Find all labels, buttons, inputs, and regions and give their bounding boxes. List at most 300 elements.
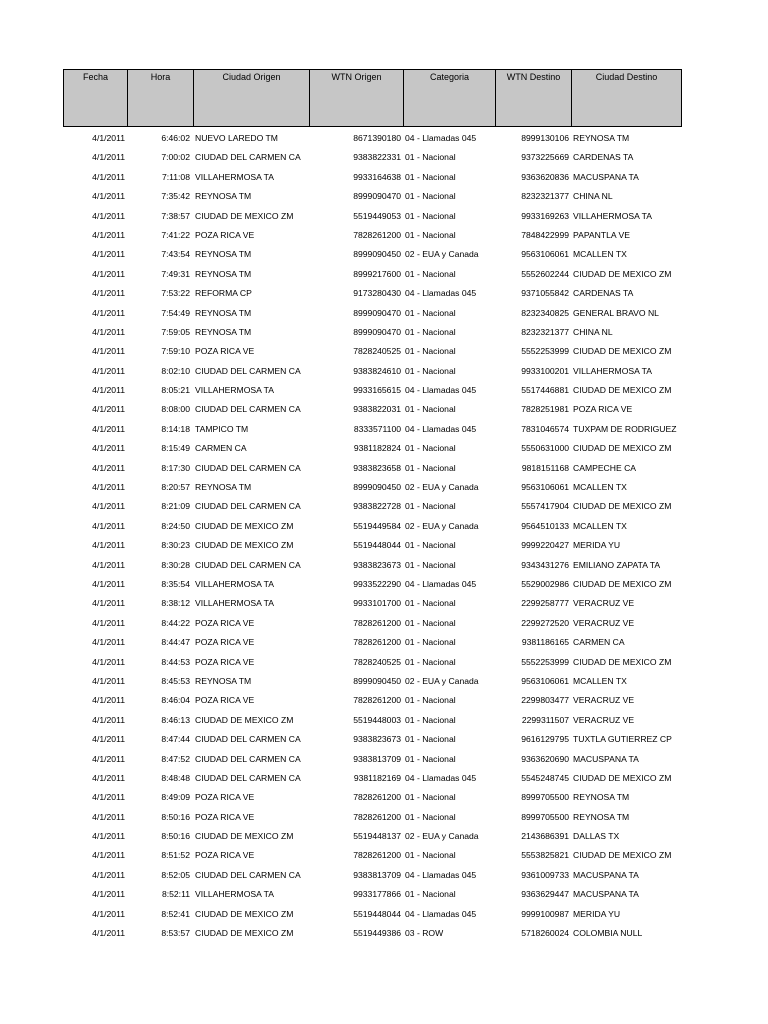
cell-ciudad-origen: VILLAHERMOSA TA	[195, 889, 274, 900]
cell-ciudad-origen: REYNOSA TM	[195, 268, 252, 279]
header-ciudad-destino: Ciudad Destino	[595, 72, 658, 82]
cell-hora: 7:38:57	[161, 210, 190, 221]
cell-wtn-origen: 8999090470	[353, 307, 401, 318]
cell-wtn-destino: 5545248745	[521, 772, 569, 783]
cell-wtn-destino: 8232321377	[521, 191, 569, 202]
cell-ciudad-destino: REYNOSA TM	[573, 792, 630, 803]
table-row	[0, 284, 768, 303]
cell-wtn-destino: 9999220427	[521, 540, 569, 551]
table-row	[0, 808, 768, 827]
cell-wtn-destino: 9373225669	[521, 152, 569, 163]
cell-ciudad-origen: CIUDAD DEL CARMEN CA	[195, 152, 301, 163]
cell-wtn-destino: 5552253999	[521, 656, 569, 667]
cell-fecha: 4/1/2011	[92, 928, 125, 939]
table-row	[0, 924, 768, 943]
cell-wtn-origen: 7828240525	[353, 346, 401, 357]
cell-ciudad-destino: REYNOSA TM	[573, 811, 630, 822]
cell-ciudad-destino: POZA RICA VE	[573, 404, 633, 415]
cell-ciudad-origen: POZA RICA VE	[195, 695, 255, 706]
cell-wtn-destino: 9363620690	[521, 753, 569, 764]
cell-fecha: 4/1/2011	[92, 578, 125, 589]
cell-wtn-destino: 5529002986	[521, 578, 569, 589]
cell-ciudad-origen: REYNOSA TM	[195, 482, 252, 493]
table-row	[0, 226, 768, 245]
cell-fecha: 4/1/2011	[92, 831, 125, 842]
cell-categoria: 01 - Nacional	[405, 889, 456, 900]
cell-wtn-origen: 9383822728	[353, 501, 401, 512]
table-row	[0, 304, 768, 323]
cell-hora: 8:21:09	[161, 501, 190, 512]
cell-ciudad-origen: POZA RICA VE	[195, 229, 255, 240]
cell-categoria: 01 - Nacional	[405, 540, 456, 551]
cell-categoria: 01 - Nacional	[405, 598, 456, 609]
cell-fecha: 4/1/2011	[92, 152, 125, 163]
table-row	[0, 905, 768, 924]
cell-fecha: 4/1/2011	[92, 229, 125, 240]
table-row	[0, 400, 768, 419]
cell-fecha: 4/1/2011	[92, 772, 125, 783]
cell-wtn-destino: 7848422999	[521, 229, 569, 240]
cell-hora: 8:05:21	[161, 385, 190, 396]
cell-ciudad-destino: CIUDAD DE MEXICO ZM	[573, 578, 672, 589]
cell-ciudad-destino: MERIDA YU	[573, 908, 621, 919]
cell-categoria: 01 - Nacional	[405, 637, 456, 648]
cell-ciudad-origen: VILLAHERMOSA TA	[195, 598, 274, 609]
cell-categoria: 01 - Nacional	[405, 734, 456, 745]
cell-wtn-destino: 8999705500	[521, 811, 569, 822]
cell-fecha: 4/1/2011	[92, 423, 125, 434]
cell-categoria: 01 - Nacional	[405, 152, 456, 163]
cell-wtn-destino: 5718260024	[521, 928, 569, 939]
cell-ciudad-destino: VILLAHERMOSA TA	[573, 210, 652, 221]
cell-wtn-destino: 7831046574	[521, 423, 569, 434]
table-row	[0, 846, 768, 865]
cell-categoria: 01 - Nacional	[405, 191, 456, 202]
cell-ciudad-origen: REYNOSA TM	[195, 249, 252, 260]
table-row	[0, 536, 768, 555]
cell-wtn-origen: 5519448003	[353, 714, 401, 725]
cell-ciudad-origen: VILLAHERMOSA TA	[195, 171, 274, 182]
cell-wtn-origen: 5519449053	[353, 210, 401, 221]
cell-wtn-origen: 9933101700	[353, 598, 401, 609]
cell-fecha: 4/1/2011	[92, 288, 125, 299]
cell-ciudad-origen: POZA RICA VE	[195, 637, 255, 648]
cell-wtn-destino: 8999130106	[521, 133, 569, 143]
cell-ciudad-destino: MACUSPANA TA	[573, 171, 639, 182]
cell-ciudad-destino: CARMEN CA	[573, 637, 625, 648]
cell-categoria: 04 - Llamadas 045	[405, 288, 477, 299]
cell-ciudad-origen: REYNOSA TM	[195, 326, 252, 337]
cell-ciudad-destino: CIUDAD DE MEXICO ZM	[573, 501, 672, 512]
table-row	[0, 575, 768, 594]
cell-ciudad-origen: REYNOSA TM	[195, 675, 252, 686]
cell-categoria: 03 - ROW	[405, 928, 444, 939]
cell-ciudad-origen: CIUDAD DEL CARMEN CA	[195, 753, 301, 764]
header-categoria: Categoria	[404, 70, 496, 126]
cell-fecha: 4/1/2011	[92, 210, 125, 221]
table-row	[0, 711, 768, 730]
cell-categoria: 04 - Llamadas 045	[405, 423, 477, 434]
table-row	[0, 594, 768, 613]
table-row	[0, 614, 768, 633]
cell-categoria: 01 - Nacional	[405, 346, 456, 357]
cell-hora: 8:24:50	[161, 520, 190, 531]
cell-fecha: 4/1/2011	[92, 501, 125, 512]
cell-ciudad-destino: MACUSPANA TA	[573, 753, 639, 764]
table-row	[0, 207, 768, 226]
cell-categoria: 01 - Nacional	[405, 443, 456, 454]
cell-ciudad-origen: REYNOSA TM	[195, 307, 252, 318]
cell-wtn-origen: 9381182169	[353, 772, 401, 783]
cell-hora: 8:51:52	[161, 850, 190, 861]
cell-ciudad-destino: CIUDAD DE MEXICO ZM	[573, 656, 672, 667]
cell-fecha: 4/1/2011	[92, 346, 125, 357]
cell-fecha: 4/1/2011	[92, 365, 125, 376]
cell-wtn-destino: 2143686391	[521, 831, 569, 842]
cell-wtn-destino: 7828251981	[521, 404, 569, 415]
cell-fecha: 4/1/2011	[92, 695, 125, 706]
cell-wtn-destino: 9933100201	[521, 365, 569, 376]
table-row	[0, 129, 768, 148]
cell-ciudad-origen: CIUDAD DE MEXICO ZM	[195, 714, 294, 725]
cell-categoria: 02 - EUA y Canada	[405, 675, 479, 686]
cell-hora: 7:35:42	[161, 191, 190, 202]
cell-wtn-destino: 9563106061	[521, 249, 569, 260]
cell-hora: 8:38:12	[161, 598, 190, 609]
cell-ciudad-destino: CHINA NL	[573, 326, 613, 337]
cell-hora: 8:52:11	[161, 889, 190, 900]
cell-ciudad-destino: VILLAHERMOSA TA	[573, 365, 652, 376]
cell-hora: 8:48:48	[161, 772, 190, 783]
table-row	[0, 556, 768, 575]
cell-categoria: 01 - Nacional	[405, 365, 456, 376]
cell-ciudad-origen: CARMEN CA	[195, 443, 247, 454]
cell-wtn-destino: 9999100987	[521, 908, 569, 919]
cell-categoria: 04 - Llamadas 045	[405, 772, 477, 783]
table-row	[0, 750, 768, 769]
cell-hora: 7:54:49	[161, 307, 190, 318]
cell-ciudad-origen: CIUDAD DE MEXICO ZM	[195, 520, 294, 531]
cell-wtn-destino: 9563106061	[521, 482, 569, 493]
cell-categoria: 01 - Nacional	[405, 404, 456, 415]
cell-wtn-destino: 2299258777	[521, 598, 569, 609]
cell-ciudad-origen: REFORMA CP	[195, 288, 252, 299]
cell-wtn-destino: 2299272520	[521, 617, 569, 628]
cell-hora: 8:02:10	[161, 365, 190, 376]
cell-categoria: 01 - Nacional	[405, 268, 456, 279]
cell-categoria: 01 - Nacional	[405, 811, 456, 822]
cell-fecha: 4/1/2011	[92, 249, 125, 260]
table-row	[0, 633, 768, 652]
cell-hora: 8:08:00	[161, 404, 190, 415]
cell-wtn-origen: 7828261200	[353, 229, 401, 240]
cell-wtn-destino: 5517446881	[521, 385, 569, 396]
cell-wtn-destino: 5552253999	[521, 346, 569, 357]
cell-wtn-origen: 9933165615	[353, 385, 401, 396]
cell-wtn-origen: 5519448044	[353, 540, 401, 551]
cell-categoria: 01 - Nacional	[405, 171, 456, 182]
cell-ciudad-destino: CAMPECHE CA	[573, 462, 637, 473]
cell-wtn-origen: 5519448137	[353, 831, 401, 842]
cell-hora: 7:41:22	[161, 229, 190, 240]
cell-wtn-destino: 9933169263	[521, 210, 569, 221]
cell-wtn-origen: 9381182824	[353, 443, 401, 454]
cell-ciudad-destino: CIUDAD DE MEXICO ZM	[573, 443, 672, 454]
table-row	[0, 653, 768, 672]
cell-hora: 7:59:10	[161, 346, 190, 357]
cell-hora: 8:45:53	[161, 675, 190, 686]
cell-ciudad-origen: CIUDAD DEL CARMEN CA	[195, 365, 301, 376]
cell-wtn-destino: 2299311507	[521, 714, 569, 725]
cell-ciudad-destino: GENERAL BRAVO NL	[573, 307, 659, 318]
cell-wtn-origen: 9173280430	[353, 288, 401, 299]
cell-wtn-destino: 8232321377	[521, 326, 569, 337]
cell-wtn-origen: 9383823673	[353, 559, 401, 570]
cell-ciudad-destino: CIUDAD DE MEXICO ZM	[573, 385, 672, 396]
cell-hora: 8:50:16	[161, 811, 190, 822]
cell-ciudad-destino: PAPANTLA VE	[573, 229, 630, 240]
cell-ciudad-origen: POZA RICA VE	[195, 792, 255, 803]
cell-categoria: 01 - Nacional	[405, 462, 456, 473]
cell-wtn-destino: 9564510133	[521, 520, 569, 531]
cell-fecha: 4/1/2011	[92, 191, 125, 202]
table-row	[0, 265, 768, 284]
cell-fecha: 4/1/2011	[92, 714, 125, 725]
cell-ciudad-destino: CARDENAS TA	[573, 152, 634, 163]
cell-wtn-origen: 7828261200	[353, 792, 401, 803]
cell-fecha: 4/1/2011	[92, 598, 125, 609]
cell-ciudad-destino: CARDENAS TA	[573, 288, 634, 299]
cell-hora: 6:46:02	[161, 133, 190, 143]
header-ciudad-origen: Ciudad Origen	[194, 70, 310, 126]
cell-fecha: 4/1/2011	[92, 850, 125, 861]
table-row	[0, 497, 768, 516]
cell-categoria: 04 - Llamadas 045	[405, 908, 477, 919]
table-row	[0, 672, 768, 691]
cell-ciudad-origen: CIUDAD DEL CARMEN CA	[195, 404, 301, 415]
cell-fecha: 4/1/2011	[92, 171, 125, 182]
table-row	[0, 362, 768, 381]
table-row	[0, 478, 768, 497]
cell-fecha: 4/1/2011	[92, 520, 125, 531]
cell-ciudad-origen: POZA RICA VE	[195, 617, 255, 628]
table-row	[0, 187, 768, 206]
table-row	[0, 827, 768, 846]
cell-wtn-destino: 5550631000	[521, 443, 569, 454]
cell-hora: 8:35:54	[161, 578, 190, 589]
cell-ciudad-origen: CIUDAD DEL CARMEN CA	[195, 501, 301, 512]
cell-fecha: 4/1/2011	[92, 908, 125, 919]
cell-wtn-origen: 8999090450	[353, 675, 401, 686]
cell-categoria: 04 - Llamadas 045	[405, 385, 477, 396]
cell-wtn-origen: 8999090450	[353, 482, 401, 493]
cell-wtn-origen: 9383823658	[353, 462, 401, 473]
table-row	[0, 342, 768, 361]
cell-categoria: 01 - Nacional	[405, 559, 456, 570]
cell-hora: 8:30:28	[161, 559, 190, 570]
table-row	[0, 691, 768, 710]
cell-wtn-destino: 9616129795	[521, 734, 569, 745]
cell-categoria: 01 - Nacional	[405, 501, 456, 512]
cell-hora: 8:20:57	[161, 482, 190, 493]
table-row	[0, 323, 768, 342]
cell-ciudad-origen: TAMPICO TM	[195, 423, 249, 434]
cell-fecha: 4/1/2011	[92, 307, 125, 318]
cell-ciudad-destino: MERIDA YU	[573, 540, 621, 551]
cell-fecha: 4/1/2011	[92, 559, 125, 570]
cell-ciudad-origen: POZA RICA VE	[195, 346, 255, 357]
cell-hora: 7:11:08	[161, 171, 190, 182]
cell-fecha: 4/1/2011	[92, 637, 125, 648]
cell-fecha: 4/1/2011	[92, 540, 125, 551]
cell-ciudad-origen: CIUDAD DEL CARMEN CA	[195, 559, 301, 570]
cell-wtn-destino: 9361009733	[521, 869, 569, 880]
cell-categoria: 01 - Nacional	[405, 850, 456, 861]
cell-hora: 8:47:52	[161, 753, 190, 764]
cell-hora: 8:44:47	[161, 637, 190, 648]
cell-ciudad-destino: CIUDAD DE MEXICO ZM	[573, 346, 672, 357]
cell-hora: 8:52:41	[161, 908, 190, 919]
cell-wtn-destino: 9381186165	[521, 637, 569, 648]
cell-categoria: 01 - Nacional	[405, 307, 456, 318]
cell-hora: 7:59:05	[161, 326, 190, 337]
cell-ciudad-origen: NUEVO LAREDO TM	[195, 133, 278, 143]
cell-categoria: 01 - Nacional	[405, 326, 456, 337]
cell-categoria: 01 - Nacional	[405, 229, 456, 240]
cell-ciudad-origen: VILLAHERMOSA TA	[195, 385, 274, 396]
cell-wtn-origen: 7828261200	[353, 637, 401, 648]
cell-fecha: 4/1/2011	[92, 889, 125, 900]
cell-fecha: 4/1/2011	[92, 462, 125, 473]
cell-fecha: 4/1/2011	[92, 443, 125, 454]
cell-ciudad-origen: CIUDAD DEL CARMEN CA	[195, 734, 301, 745]
cell-wtn-destino: 9363629447	[521, 889, 569, 900]
cell-ciudad-destino: CIUDAD DE MEXICO ZM	[573, 268, 672, 279]
cell-fecha: 4/1/2011	[92, 617, 125, 628]
cell-ciudad-destino: CIUDAD DE MEXICO ZM	[573, 850, 672, 861]
cell-ciudad-origen: CIUDAD DE MEXICO ZM	[195, 831, 294, 842]
table-header	[63, 69, 682, 127]
table-row	[0, 420, 768, 439]
cell-fecha: 4/1/2011	[92, 753, 125, 764]
cell-wtn-origen: 8999090470	[353, 326, 401, 337]
cell-wtn-destino: 9363620836	[521, 171, 569, 182]
cell-hora: 8:53:57	[161, 928, 190, 939]
cell-wtn-origen: 7828261200	[353, 811, 401, 822]
cell-fecha: 4/1/2011	[92, 482, 125, 493]
cell-wtn-destino: 9563106061	[521, 675, 569, 686]
cell-categoria: 02 - EUA y Canada	[405, 249, 479, 260]
cell-hora: 8:50:16	[161, 831, 190, 842]
cell-wtn-origen: 8999090470	[353, 191, 401, 202]
cell-wtn-origen: 8333571100	[353, 423, 401, 434]
cell-categoria: 04 - Llamadas 045	[405, 869, 477, 880]
cell-wtn-destino: 9371055842	[521, 288, 569, 299]
cell-ciudad-origen: POZA RICA VE	[195, 656, 255, 667]
cell-hora: 8:30:23	[161, 540, 190, 551]
cell-wtn-origen: 8671390180	[353, 133, 401, 143]
cell-hora: 8:49:09	[161, 792, 190, 803]
table-row	[0, 439, 768, 458]
cell-fecha: 4/1/2011	[92, 869, 125, 880]
table-row	[0, 148, 768, 167]
cell-wtn-destino: 2299803477	[521, 695, 569, 706]
cell-ciudad-destino: MCALLEN TX	[573, 482, 627, 493]
header-hora: Hora	[128, 70, 194, 126]
cell-ciudad-destino: EMILIANO ZAPATA TA	[573, 559, 661, 570]
cell-hora: 8:52:05	[161, 869, 190, 880]
table-body	[0, 129, 768, 943]
cell-fecha: 4/1/2011	[92, 326, 125, 337]
cell-wtn-origen: 9383823673	[353, 734, 401, 745]
cell-fecha: 4/1/2011	[92, 656, 125, 667]
cell-ciudad-origen: REYNOSA TM	[195, 191, 252, 202]
cell-hora: 8:15:49	[161, 443, 190, 454]
cell-categoria: 02 - EUA y Canada	[405, 831, 479, 842]
cell-wtn-origen: 7828261200	[353, 617, 401, 628]
cell-hora: 7:53:22	[161, 288, 190, 299]
cell-ciudad-destino: VERACRUZ VE	[573, 598, 635, 609]
cell-ciudad-origen: CIUDAD DEL CARMEN CA	[195, 462, 301, 473]
cell-wtn-origen: 8999090450	[353, 249, 401, 260]
table-row	[0, 788, 768, 807]
cell-ciudad-destino: TUXPAM DE RODRIGUEZ	[573, 423, 677, 434]
cell-categoria: 01 - Nacional	[405, 210, 456, 221]
table-row	[0, 730, 768, 749]
table-row	[0, 517, 768, 536]
cell-wtn-origen: 7828261200	[353, 850, 401, 861]
cell-wtn-origen: 5519448044	[353, 908, 401, 919]
cell-wtn-origen: 7828261200	[353, 695, 401, 706]
cell-hora: 8:17:30	[161, 462, 190, 473]
cell-wtn-origen: 9383813709	[353, 869, 401, 880]
cell-ciudad-origen: CIUDAD DE MEXICO ZM	[195, 908, 294, 919]
cell-categoria: 01 - Nacional	[405, 714, 456, 725]
cell-fecha: 4/1/2011	[92, 133, 125, 143]
cell-categoria: 04 - Llamadas 045	[405, 133, 477, 143]
cell-wtn-destino: 9343431276	[521, 559, 569, 570]
cell-ciudad-destino: MCALLEN TX	[573, 520, 627, 531]
cell-ciudad-destino: CIUDAD DE MEXICO ZM	[573, 772, 672, 783]
cell-hora: 7:00:02	[161, 152, 190, 163]
table-row	[0, 381, 768, 400]
table-row	[0, 168, 768, 187]
cell-categoria: 01 - Nacional	[405, 656, 456, 667]
cell-categoria: 01 - Nacional	[405, 753, 456, 764]
table-row	[0, 866, 768, 885]
cell-ciudad-destino: MCALLEN TX	[573, 675, 627, 686]
cell-fecha: 4/1/2011	[92, 268, 125, 279]
cell-wtn-destino: 8232340825	[521, 307, 569, 318]
cell-fecha: 4/1/2011	[92, 385, 125, 396]
cell-categoria: 02 - EUA y Canada	[405, 482, 479, 493]
cell-categoria: 01 - Nacional	[405, 792, 456, 803]
cell-ciudad-destino: TUXTLA GUTIERREZ CP	[573, 734, 672, 745]
cell-hora: 7:43:54	[161, 249, 190, 260]
cell-hora: 8:44:22	[161, 617, 190, 628]
cell-wtn-origen: 9383822331	[353, 152, 401, 163]
cell-hora: 8:46:04	[161, 695, 190, 706]
cell-hora: 8:46:13	[161, 714, 190, 725]
cell-categoria: 01 - Nacional	[405, 617, 456, 628]
cell-ciudad-destino: MACUSPANA TA	[573, 889, 639, 900]
cell-ciudad-destino: VERACRUZ VE	[573, 695, 635, 706]
cell-ciudad-destino: VERACRUZ VE	[573, 714, 635, 725]
cell-fecha: 4/1/2011	[92, 811, 125, 822]
cell-ciudad-origen: CIUDAD DEL CARMEN CA	[195, 869, 301, 880]
cell-ciudad-origen: CIUDAD DEL CARMEN CA	[195, 772, 301, 783]
table-row	[0, 769, 768, 788]
